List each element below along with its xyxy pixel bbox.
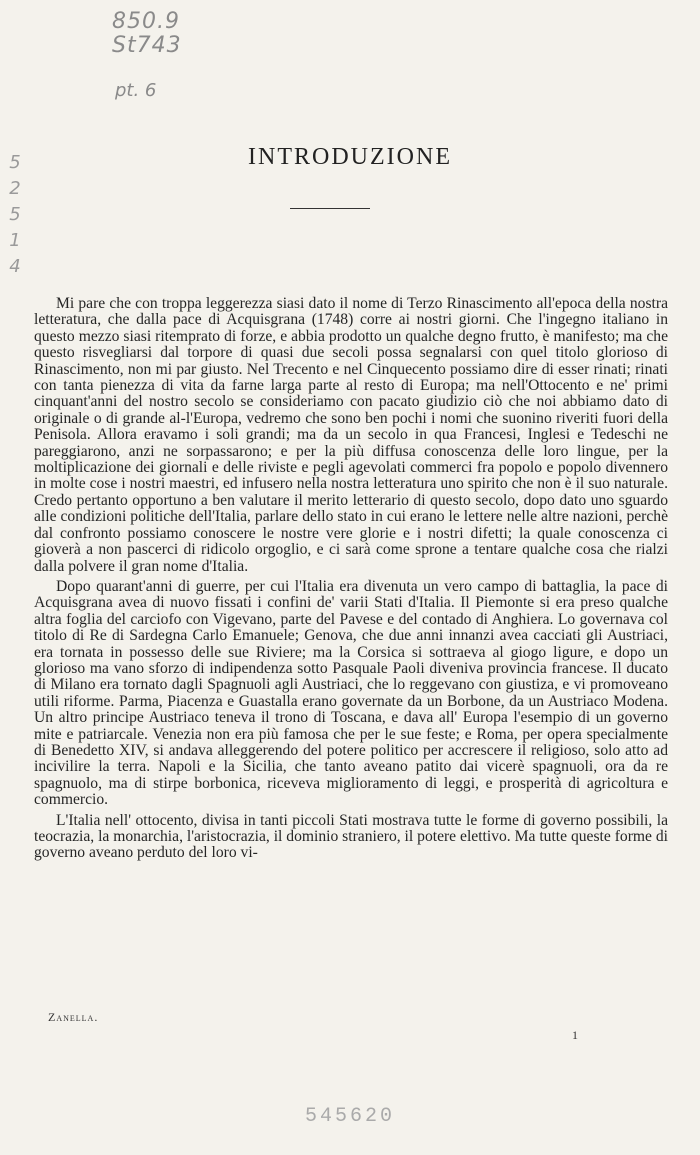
handwritten-call-number: 850.9 St743 [112, 9, 182, 58]
library-stamp: 545620 [304, 1105, 395, 1128]
handwritten-margin-note: 5 2 5 1 4 [9, 152, 21, 277]
paragraph: Dopo quarant'anni di guerre, per cui l'Italia era divenuta un vero campo di battaglia, la pace di Acquisgrana avea di nuovo fissati i confini de' varii Stati d'Italia. Il Piemonte si era preso qualche altra foglia del carciofo con Vigevano, parte del Pavese e del contado di Anghiera. Lo governava col titolo di Re di Sardegna Carlo Emanuele; Genova, che due anni innanzi avea cacciati gli Austriaci, era tornata in possesso delle sue Riviere; ma la Corsica si sottraeva al giogo ligure, e dopo un glorioso ma vano sforzo di indipendenza sotto Pasquale Paoli diveniva provincia francese. Il ducato di Milano era tornato dagli Spagnuoli agli Austriaci, che lo reggevano con giustiza, e vi promoveano utili riforme. Parma, Piacenza e Guastalla erano governate da un Borbone, da un Austriaco Modena. Un altro principe Austriaco teneva il trono di Toscana, e dava all' Europa l'esempio di un governo mite e patriarcale. Venezia non era più famosa che per le sue feste; e Roma, per opera specialmente di Benedetto XIV, si andava alleggerendo del potere politico per accrescere il religioso, solo atto ad incivilire la terra. Napoli e la Sicilia, che tanto aveano patito dai vicerè spagnuoli, ora da re spagnuolo, ma di stirpe borbonica, riceveva miglioramento di leggi, e prosperità di agricoltura e commercio. [34, 577, 668, 809]
paragraph: Mi pare che con troppa leggerezza siasi dato il nome di Terzo Rinascimento all'epoca della nostra letteratura, che dalla pace di Acquisgrana (1748) corre ai nostri giorni. Che l'ingegno italiano in questo mezzo siasi ritemprato di forze, e abbia prodotto un qualche degno frutto, è manifesto; ma che questo risvegliarsi dal torpore di quasi due secoli possa segnalarsi con quel titolo glorioso di Rinascimento, non mi par giusto. Nel Trecento e nel Cinquecento possiamo dire di esser rinati; rinati con tanta pienezza di vita da farne larga parte al resto di Europa; ma nell'Ottocento e ne' primi cinquant'anni del nostro secolo se consideriamo con pacato giudizio ciò che noi abbiamo dato di originale o di grande al-l'Europa, vedremo che sono ben pochi i nomi che suonino riveriti fuori della Penisola. Allora eravamo i soli grandi; ma da un secolo in qua Francesi, Inglesi e Tedeschi ne pareggiarono, anzi ne sorpassarono; e per la più diffusa conoscenza delle loro lingue, per la moltiplicazione dei giornali e delle riviste e pegli agevolati commerci fra popolo e popolo divennero in molte cose i nostri maestri, ed infusero nella nostra letteratura uno spirito che non è il suo naturale. Credo pertanto opportuno a ben valutare il merito letterario di questo secolo, dopo dato uno sguardo alle condizioni politiche dell'Italia, parlare dello stato in cui erano le lettere nelle altre nazioni, perchè dal confronto possiamo conoscere le nostre vere glorie e i nostri difetti; la quale conoscenza ci gioverà a non pascerci di ridicolo orgoglio, e ci sarà come sprone a tentare qualche cosa che rialzi dalla polvere il gran nome d'Italia. [34, 295, 668, 575]
paragraph: L'Italia nell' ottocento, divisa in tanti piccoli Stati mostrava tutte le forme di governo possibili, la teocrazia, la monarchia, l'aristocrazia, il dominio straniero, il potere elettivo. Ma tutte queste forme di governo aveano perduto del loro vi- [34, 811, 668, 862]
title-divider [290, 208, 370, 209]
page-number: 1 [572, 1028, 578, 1042]
handwritten-part-note: pt. 6 [115, 80, 157, 101]
chapter-title: INTRODUZIONE [248, 144, 452, 170]
signature-mark: Zanella. [48, 1010, 99, 1024]
body-text [34, 296, 668, 862]
